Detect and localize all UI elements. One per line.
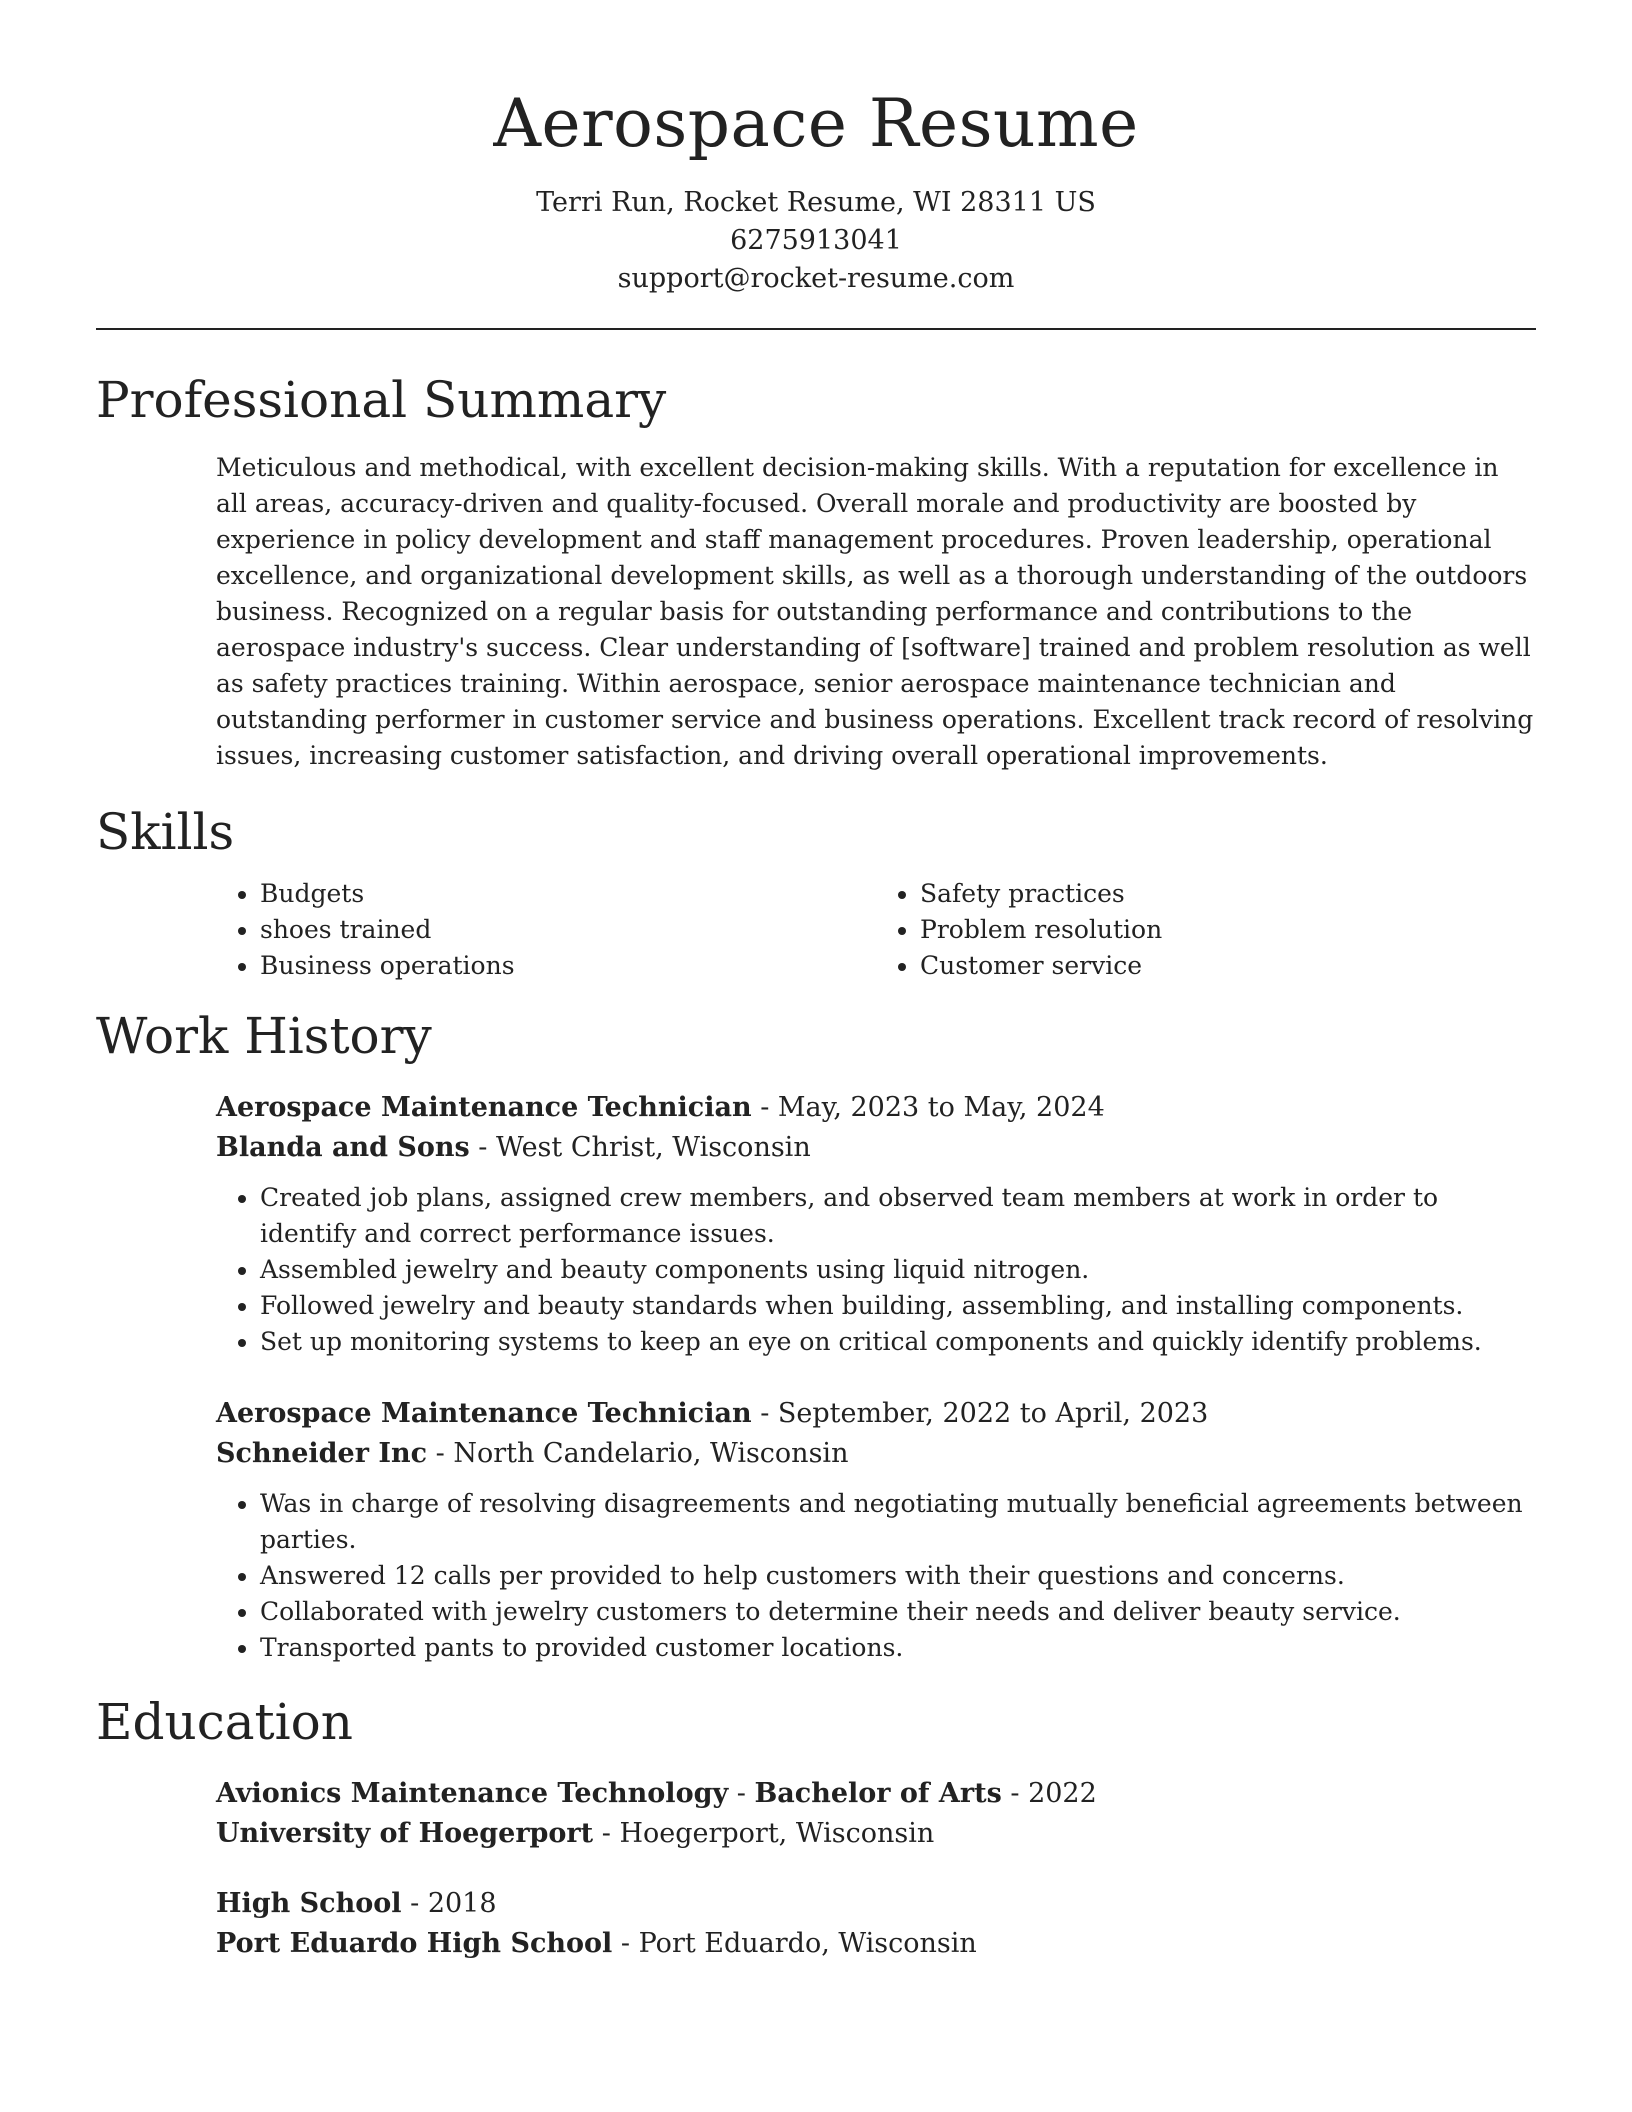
header-divider: [96, 328, 1536, 330]
skills-grid: [216, 876, 1536, 984]
contact-email: support@rocket-resume.com: [617, 262, 1015, 294]
job-location: West Christ, Wisconsin: [496, 1131, 811, 1163]
separator: -: [593, 1817, 620, 1849]
separator: -: [728, 1777, 755, 1809]
job-company-line: [216, 1128, 1536, 1168]
job-entry: [216, 1394, 1536, 1666]
contact-block: [96, 184, 1536, 298]
job-company-line: [216, 1434, 1536, 1474]
section-title-education: Education: [96, 1692, 353, 1751]
contact-phone: 6275913041: [730, 224, 902, 256]
job-bullet: • Collaborated with jewelry customers to determine their needs and deliver beauty service.: [260, 1594, 1536, 1630]
education-section: [96, 1692, 1536, 1964]
skill-item: • Safety practices: [920, 876, 1536, 912]
education-location: Hoegerport, Wisconsin: [619, 1817, 935, 1849]
education-entry: [216, 1774, 1536, 1854]
job-dates: September, 2022 to April, 2023: [777, 1397, 1209, 1429]
education-location: Port Eduardo, Wisconsin: [638, 1927, 977, 1959]
summary-text: Meticulous and methodical, with excellent decision-making skills. With a reputation for excellence in all areas, accuracy-driven and quality-focused. Overall morale and productivity are boosted by experience in policy development and staff management procedures. Proven leadership, operational excellence, and organizational development skills, as well as a thorough understanding of the outdoors business. Recognized on a regular basis for outstanding performance and contributions to the aerospace industry's success. Clear understanding of [software] trained and problem resolution as well as safety practices training. Within aerospace, senior aerospace maintenance technician and outstanding performer in customer service and business operations. Excellent track record of resolving issues, increasing customer satisfaction, and driving overall operational improvements.: [216, 452, 1534, 770]
separator: -: [612, 1927, 639, 1959]
separator: -: [469, 1131, 497, 1163]
education-year: 2018: [427, 1887, 497, 1919]
job-bullets: [216, 1486, 1536, 1666]
separator: -: [751, 1091, 778, 1123]
skill-item: • Budgets: [260, 876, 876, 912]
skill-item: • Business operations: [260, 948, 876, 984]
resume-title: Aerospace Resume: [493, 85, 1139, 162]
skill-item: • Customer service: [920, 948, 1536, 984]
job-bullet: • Was in charge of resolving disagreements and negotiating mutually beneficial agreements between parties.: [260, 1486, 1536, 1558]
education-year: 2022: [1028, 1777, 1097, 1809]
work-history-section: [96, 1006, 1536, 1666]
skills-list-left: [216, 876, 876, 984]
separator: -: [427, 1437, 454, 1469]
section-title-work: Work History: [96, 1006, 432, 1065]
contact-address: Terri Run, Rocket Resume, WI 28311 US: [536, 186, 1096, 218]
education-degree-line: [216, 1884, 1536, 1924]
job-bullet: • Set up monitoring systems to keep an eye on critical components and quickly identify problems.: [260, 1324, 1536, 1360]
job-role-line: [216, 1394, 1536, 1434]
separator: -: [751, 1397, 778, 1429]
education-entry: [216, 1884, 1536, 1964]
education-school: University of Hoegerport: [216, 1817, 594, 1849]
job-company: Schneider Inc: [216, 1437, 428, 1469]
job-bullet: • Followed jewelry and beauty standards when building, assembling, and installing components.: [260, 1288, 1536, 1324]
education-school: Port Eduardo High School: [216, 1927, 613, 1959]
job-bullets: [216, 1180, 1536, 1360]
skills-section: [96, 802, 1536, 984]
job-role-line: [216, 1088, 1536, 1128]
job-role: Aerospace Maintenance Technician: [216, 1091, 752, 1123]
job-role: Aerospace Maintenance Technician: [216, 1397, 752, 1429]
skills-list-right: [876, 876, 1536, 984]
job-bullet: • Answered 12 calls per provided to help customers with their questions and concerns.: [260, 1558, 1536, 1594]
job-dates: May, 2023 to May, 2024: [777, 1091, 1105, 1123]
education-field: Avionics Maintenance Technology: [216, 1777, 729, 1809]
skill-item: • shoes trained: [260, 912, 876, 948]
job-company: Blanda and Sons: [216, 1131, 470, 1163]
separator: -: [1001, 1777, 1029, 1809]
education-school-line: [216, 1924, 1536, 1964]
section-title-summary: Professional Summary: [96, 370, 667, 429]
education-degree-line: [216, 1774, 1536, 1814]
professional-summary-section: [96, 370, 1536, 774]
job-bullet: • Created job plans, assigned crew members, and observed team members at work in order to identify and correct performance issues.: [260, 1180, 1536, 1252]
job-location: North Candelario, Wisconsin: [453, 1437, 849, 1469]
resume-header: [96, 0, 1536, 298]
education-degree: High School: [216, 1887, 402, 1919]
job-bullet: • Transported pants to provided customer locations.: [260, 1630, 1536, 1666]
job-entry: [216, 1088, 1536, 1360]
education-degree: Bachelor of Arts: [754, 1777, 1002, 1809]
education-school-line: [216, 1814, 1536, 1854]
skill-item: • Problem resolution: [920, 912, 1536, 948]
job-bullet: • Assembled jewelry and beauty components using liquid nitrogen.: [260, 1252, 1536, 1288]
separator: -: [401, 1887, 428, 1919]
section-title-skills: Skills: [96, 802, 235, 861]
